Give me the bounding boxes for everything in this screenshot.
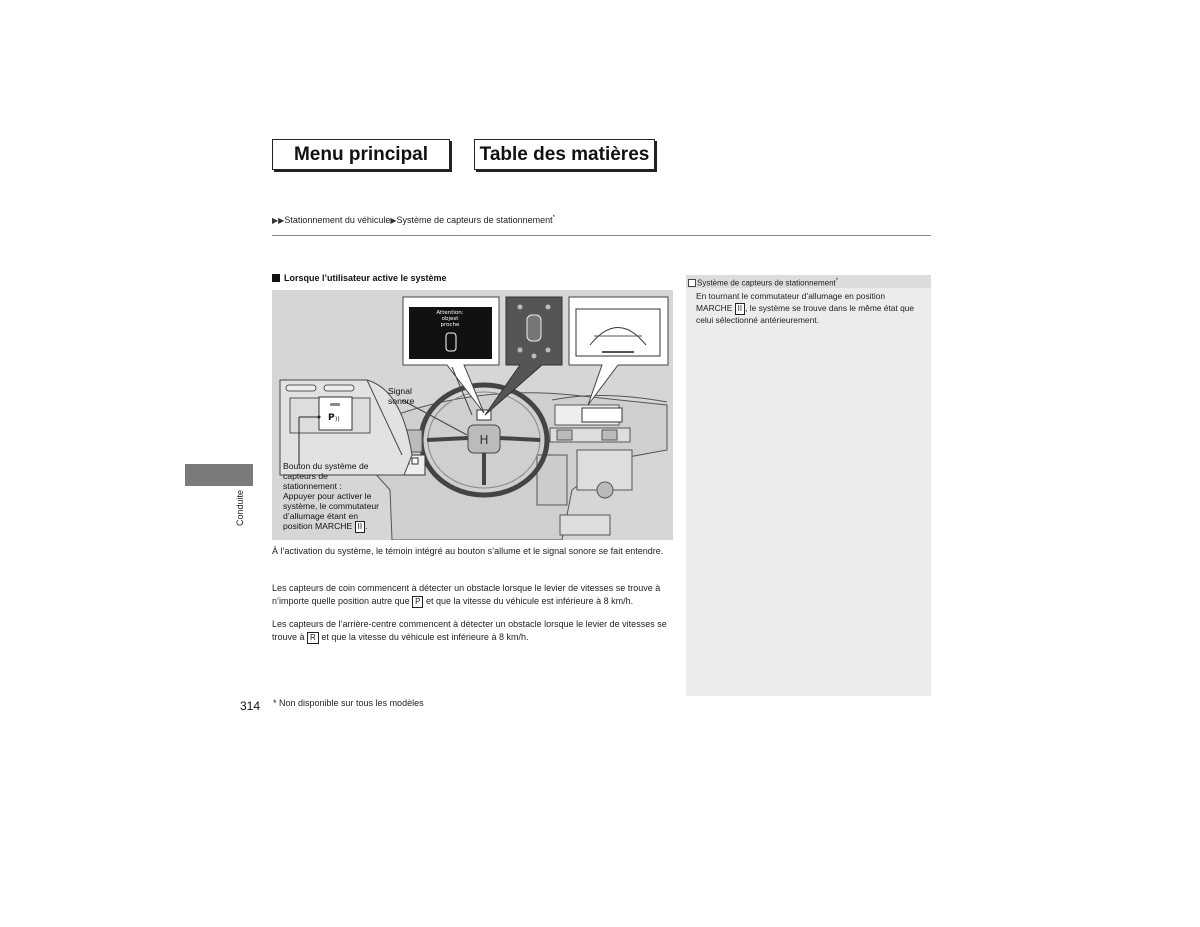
main-menu-button[interactable]: Menu principal bbox=[272, 139, 450, 170]
breadcrumb-link-parking[interactable]: Stationnement du véhicule bbox=[284, 215, 391, 225]
key-r-badge: R bbox=[307, 632, 319, 644]
section-bullet-icon bbox=[272, 274, 280, 282]
screen-text-3: proche bbox=[440, 322, 460, 328]
parking-sensor-button-label: Bouton du système de capteurs de stationnement : Appuyer pour activer le système, le commutateur d’allumage étant en position MARCHE II . bbox=[283, 461, 379, 531]
screen-text-1: Attention: bbox=[436, 310, 464, 316]
table-of-contents-button[interactable]: Table des matières bbox=[474, 139, 655, 170]
footnote: * Non disponible sur tous les modèles bbox=[273, 698, 424, 708]
side-note-panel bbox=[686, 275, 931, 696]
side-note-title: Système de capteurs de stationnement bbox=[697, 278, 836, 288]
svg-text:P: P bbox=[328, 413, 335, 423]
dashboard-illustration bbox=[272, 290, 673, 540]
page-number: 314 bbox=[240, 699, 261, 713]
section-title-text: Lorsque l’utilisateur active le système bbox=[284, 273, 447, 283]
svg-text:H: H bbox=[479, 433, 489, 447]
side-note-text: En tournant le commutateur d’allumage en position MARCHE II , le système se trouve dans le même état que celui sélectionné antérieurement. bbox=[696, 291, 915, 325]
breadcrumb-link-sensor-system[interactable]: Système de capteurs de stationnement bbox=[396, 215, 553, 225]
section-title bbox=[272, 273, 447, 283]
chapter-tab-label: Conduite bbox=[235, 490, 245, 527]
key-p-badge: P bbox=[412, 596, 423, 608]
paragraph-activation: À l’activation du système, le témoin intégré au bouton s’allume et le signal sonore se fait entendre. bbox=[272, 546, 664, 556]
screen-text-2: objest bbox=[441, 316, 459, 322]
beeper-label: Signal sonore bbox=[388, 386, 415, 406]
header-divider bbox=[272, 235, 931, 236]
key-ii-badge: II bbox=[355, 521, 365, 533]
breadcrumb bbox=[272, 215, 555, 225]
svg-text:)): )) bbox=[335, 416, 340, 423]
breadcrumb-separator-icon: ▶ bbox=[390, 216, 397, 225]
chapter-tab[interactable] bbox=[185, 464, 253, 486]
paragraph-corner-sensors: Les capteurs de coin commencent à détecter un obstacle lorsque le levier de vitesses se trouve à n’importe quelle position autre que P et que la vitesse du véhicule est inférieure à 8 km/h. bbox=[272, 583, 661, 606]
note-icon bbox=[688, 279, 696, 287]
breadcrumb-star: * bbox=[552, 215, 555, 221]
side-note-header: Système de capteurs de stationnement* bbox=[686, 275, 931, 288]
breadcrumb-arrow-icon: ▶▶ bbox=[272, 216, 285, 225]
paragraph-rear-sensors: Les capteurs de l’arrière-centre commencent à détecter un obstacle lorsque le levier de vitesses se trouve à R et que la vitesse du véhicule est inférieure à 8 km/h. bbox=[272, 619, 667, 642]
key-ii-sidebar-badge: II bbox=[735, 303, 745, 315]
